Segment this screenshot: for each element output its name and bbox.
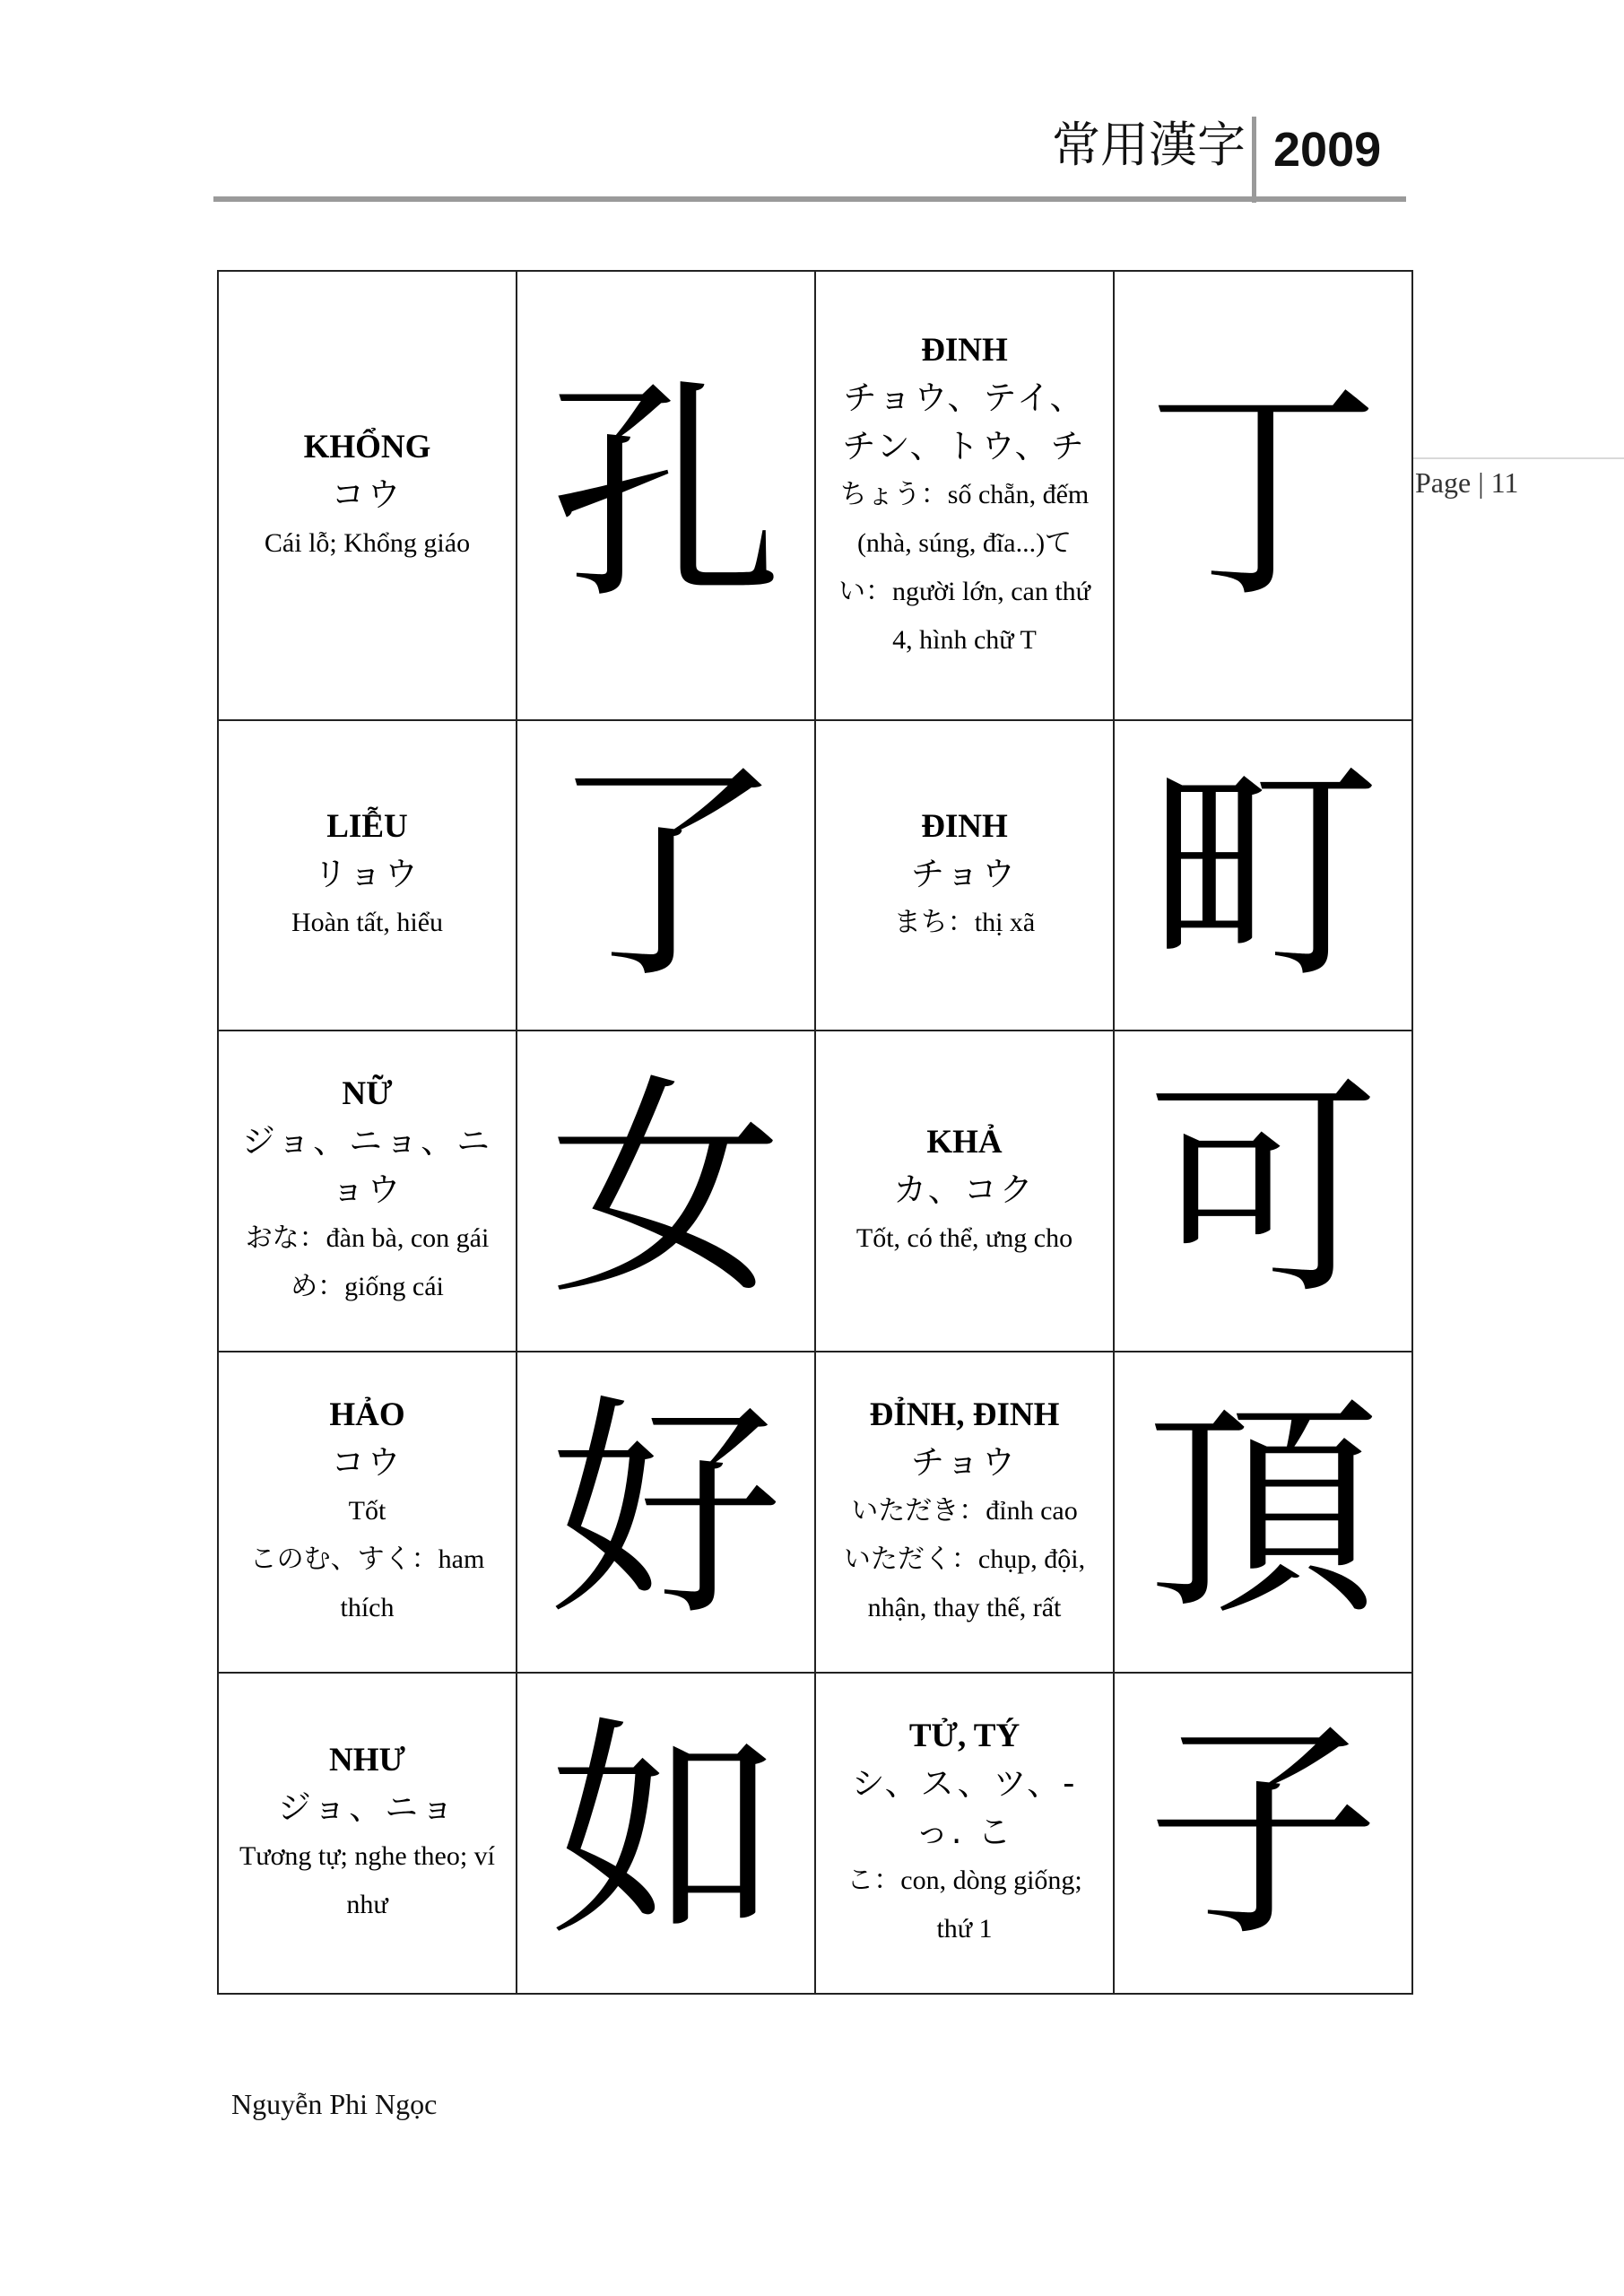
meaning-line: いただき：đỉnh cao — [851, 1496, 1078, 1526]
vietnamese-reading: ĐINH — [921, 331, 1008, 369]
meaning-line: Hoàn tất, hiểu — [291, 908, 444, 938]
vietnamese-reading: ĐINH — [921, 808, 1008, 846]
onyomi-reading: リョウ — [314, 855, 421, 894]
kanji-glyph-cell — [517, 1031, 815, 1352]
onyomi-reading: チョウ — [911, 855, 1018, 894]
header-title: 常用漢字 — [1052, 117, 1246, 173]
kanji-glyph-cell — [517, 1673, 815, 1994]
kanji-glyph-cell — [1114, 271, 1412, 720]
vietnamese-reading: KHỔNG — [303, 428, 431, 465]
page-separator: | — [1478, 466, 1484, 499]
kanji-glyph-cell — [1114, 1031, 1412, 1352]
onyomi-reading: コウ — [331, 1443, 404, 1483]
kanji-glyph: 頂 — [1146, 1376, 1380, 1648]
onyomi-reading: カ、コク — [893, 1170, 1036, 1210]
kanji-info-cell — [815, 271, 1114, 720]
page-number-rule — [1412, 457, 1624, 459]
kanji-info-cell — [218, 271, 517, 720]
onyomi-reading: ジョ、ニョ — [277, 1788, 457, 1828]
kanji-glyph: 町 — [1146, 739, 1380, 1011]
kanji-info-cell — [815, 720, 1114, 1031]
kanji-glyph-cell — [517, 271, 815, 720]
kanji-glyph-cell — [517, 720, 815, 1031]
kanji-info-cell — [815, 1031, 1114, 1352]
meaning-line: いただく：chụp, đội, nhận, thay thế, rất — [843, 1544, 1086, 1623]
onyomi-reading: コウ — [331, 474, 404, 514]
meaning-line: Tương tự; nghe theo; ví như — [239, 1841, 495, 1920]
meaning-line: Tốt — [348, 1496, 386, 1526]
header-rule — [213, 196, 1406, 202]
vietnamese-reading: NHƯ — [329, 1742, 405, 1779]
kanji-glyph: 可 — [1146, 1055, 1380, 1326]
kanji-info-cell — [218, 1031, 517, 1352]
page-number-value: 11 — [1490, 466, 1519, 499]
meaning-line: め：giống cái — [291, 1272, 444, 1302]
table-row — [218, 720, 1412, 1031]
meaning-line: まち：thị xã — [893, 908, 1036, 938]
meaning-line: ちょう：số chẵn, đếm (nhà, súng, đĩa...)て — [839, 479, 1090, 558]
kanji-info-cell — [218, 1352, 517, 1673]
onyomi-reading: チョウ、テイ、チン、トウ、チ — [842, 378, 1087, 465]
kanji-glyph: 了 — [549, 739, 783, 1011]
onyomi-reading: ジョ、ニョ、ニョウ — [241, 1122, 493, 1210]
kanji-glyph-cell — [517, 1352, 815, 1673]
kanji-info-cell — [815, 1673, 1114, 1994]
kanji-glyph-cell — [1114, 1673, 1412, 1994]
meaning-line: このむ、すく：ham thích — [249, 1544, 485, 1623]
kanji-glyph: 丁 — [1146, 360, 1380, 631]
header-year: 2009 — [1273, 123, 1382, 177]
kanji-glyph: 如 — [549, 1697, 783, 1969]
vietnamese-reading: TỬ, TÝ — [908, 1718, 1020, 1755]
vietnamese-reading: NỮ — [342, 1075, 393, 1113]
header-divider — [1252, 117, 1256, 203]
kanji-glyph: 好 — [549, 1376, 783, 1648]
meaning-line: こ：con, dòng giống; thứ 1 — [847, 1866, 1082, 1944]
vietnamese-reading: LIỄU — [326, 808, 408, 846]
kanji-glyph-cell — [1114, 1352, 1412, 1673]
kanji-glyph-cell — [1114, 720, 1412, 1031]
vietnamese-reading: HẢO — [329, 1396, 405, 1434]
meaning-line: Cái lỗ; Khổng giáo — [264, 527, 471, 558]
vietnamese-reading: ĐỈNH, ĐINH — [869, 1396, 1060, 1434]
page-number — [1415, 466, 1518, 499]
onyomi-reading: シ、ス、ツ、-っ. こ — [851, 1764, 1078, 1852]
kanji-info-cell — [815, 1352, 1114, 1673]
table-row — [218, 271, 1412, 720]
kanji-glyph: 子 — [1146, 1697, 1380, 1969]
kanji-glyph: 孔 — [549, 360, 783, 631]
vietnamese-reading: KHẢ — [926, 1124, 1003, 1161]
table-row — [218, 1031, 1412, 1352]
onyomi-reading: チョウ — [911, 1443, 1018, 1483]
page-label: Page — [1415, 466, 1472, 499]
kanji-info-cell — [218, 720, 517, 1031]
meaning-line: Tốt, có thể, ưng cho — [855, 1223, 1073, 1254]
footer-author: Nguyễn Phi Ngọc — [231, 2088, 438, 2120]
kanji-glyph: 女 — [549, 1055, 783, 1326]
meaning-line: おな：đàn bà, con gái — [245, 1223, 490, 1254]
table-row — [218, 1673, 1412, 1994]
kanji-table — [217, 270, 1413, 1995]
kanji-info-cell — [218, 1673, 517, 1994]
meaning-line: い：người lớn, can thứ 4, hình chữ T — [838, 576, 1090, 655]
table-row — [218, 1352, 1412, 1673]
